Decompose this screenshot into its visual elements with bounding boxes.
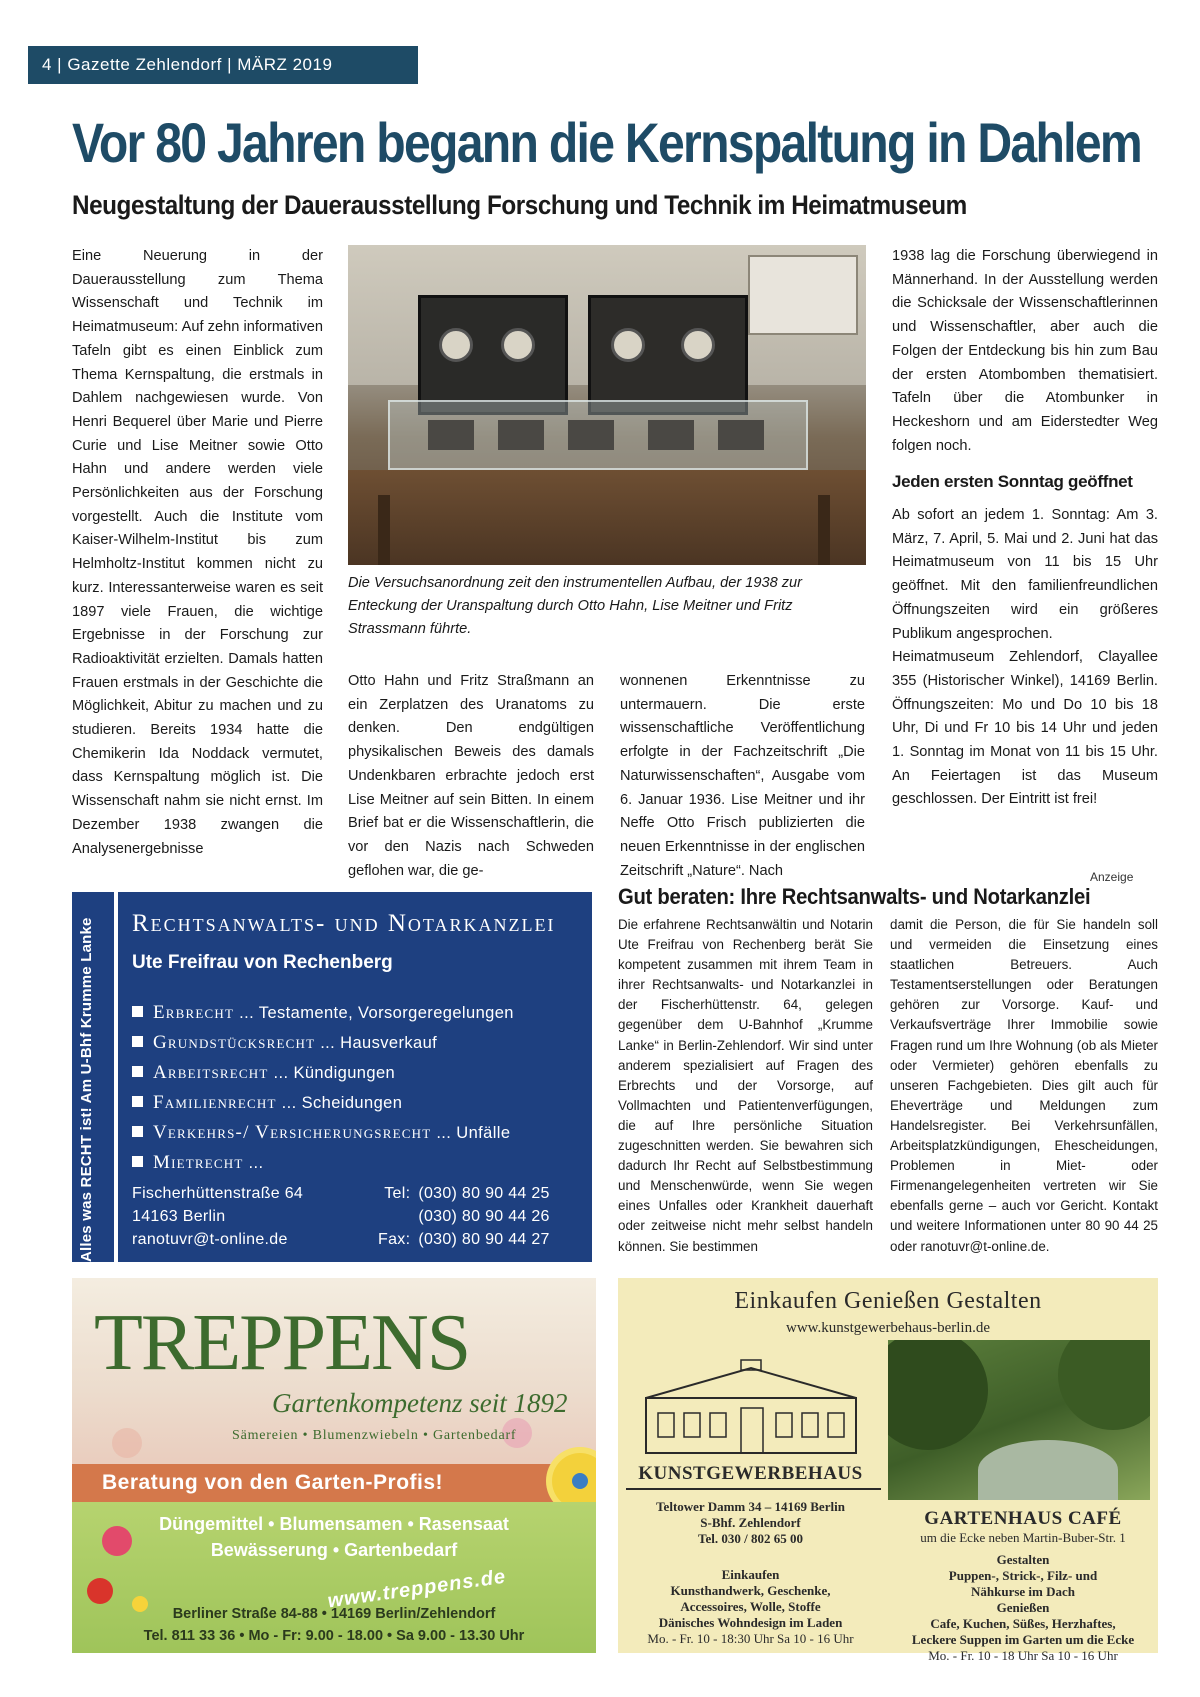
law-ad-side-text: Alles was RECHT ist! Am U-Bhf Krumme Lanke xyxy=(78,917,95,1262)
law-article-column-2: damit die Person, die für Sie handeln soll und vermeiden die Einsetzung eines staatlichen Betreuers. Auch Testamentserstellungen oder Beratungen gehören zur Vorsorge. Kauf- und Verkaufsverträge Ihrer Immobilie sowie Fragen rund um Ihre Wohnung (ob als Mieter oder Vermieter) gehören ebenfalls zu unseren Fachgebieten. Dies gilt auch für Eheverträge und Meldungen zum Handelsregister. Bei Verkehrsunfällen, Arbeitsplatzkündigungen, Ehescheidungen, Problemen in Miet- oder Firmenangelegenheiten vertreten wir Sie ebenfalls gerne – auch vor Gericht. Kontakt und weitere Informationen unter 80 90 44 25 oder ranotuvr@t-online.de. xyxy=(890,917,1158,1254)
law-ad-box xyxy=(118,892,592,1262)
ad-label: Anzeige xyxy=(1090,870,1134,884)
law-ad-item: Arbeitsrecht ... Kündigungen xyxy=(132,1058,514,1088)
garden-cafe-photo xyxy=(888,1340,1150,1500)
treppens-address: Berliner Straße 84-88 • 14169 Berlin/Zehlendorf xyxy=(172,1606,496,1622)
article-photo xyxy=(348,245,866,565)
treppens-hours: Tel. 811 33 36 • Mo - Fr: 9.00 - 18.00 • Sa 9.00 - 13.30 Uhr xyxy=(143,1628,525,1644)
law-ad-item: Familienrecht ... Scheidungen xyxy=(132,1088,514,1118)
page-header: 4 | Gazette Zehlendorf | MÄRZ 2019 xyxy=(28,46,418,84)
opening-heading: Jeden ersten Sonntag geöffnet xyxy=(892,472,1133,492)
treppens-products-2: Bewässerung • Gartenbedarf xyxy=(210,1540,458,1560)
law-article-title: Gut beraten: Ihre Rechtsanwalts- und Notarkanzlei xyxy=(618,884,1091,909)
law-ad-item: Mietrecht ... xyxy=(132,1148,514,1178)
column-4-paragraph-1: 1938 lag die Forschung überwiegend in Männerhand. In der Ausstellung werden die Schicksale der Wissenschaftlerinnen und Wissenschaftler, aber auch die Folgen der Entdeckung bis hin zum Bau der ersten Atombomben thematisiert. Tafeln über die Atombunker in Heckeshorn und am Eiderstedter Weg folgen noch. xyxy=(892,248,1158,454)
kgw-name: KUNSTGEWERBEHAUS xyxy=(638,1463,863,1484)
article-column-1: Eine Neuerung in der Dauerausstellung zum Thema Wissenschaft und Technik im Heimatmuseum: Auf zehn informativen Tafeln gibt es einen Einblick zum Thema Kernspaltung, die erstmals in Dahlem nachgewiesen wurde. Von Henri Bequerel über Marie und Pierre Curie und Lise Meitner sowie Otto Hahn und andere werden viele Persönlichkeiten aus der Forschung vorgestellt. Auch die Institute vom Kaiser-Wilhelm-Institut bis zum Helmholtz-Institut kommen nicht zu kurz. Interessanterweise waren es seit 1897 viele Frauen, die wichtige Ergebnisse in der Forschung zur Radioaktivität erzielten. Damals hatten Frauen erstmals in der Geschichte die Möglichkeit, Abitur zu machen und zu studieren. Bereits 1934 hatte die Chemikerin Ida Noddack vermutet, dass Kernspaltung möglich ist. Die Wissenschaft nahm sie nicht ernst. Im Dezember 1938 zwangen die Analysenergebnisse xyxy=(72,248,323,857)
law-ad-item: Grundstücksrecht ... Hausverkauf xyxy=(132,1028,514,1058)
column-4-paragraph-3: Heimatmuseum Zehlendorf, Clayallee 355 (Historischer Winkel), 14169 Berlin. Öffnungszeiten: Mo und Do 10 bis 18 Uhr, Di und Fr 10 bis 14 Uhr und jeden 1. Sonntag im Monat von 11 bis 15 Uhr. An Feiertagen ist das Museum geschlossen. Der Eintritt ist frei! xyxy=(892,649,1158,808)
law-ad-item: Verkehrs-/ Versicherungsrecht ... Unfälle xyxy=(132,1118,514,1148)
kgw-website[interactable]: www.kunstgewerbehaus-berlin.de xyxy=(786,1320,990,1336)
law-ad-phone: Tel: (030) 80 90 44 25 (030) 80 90 44 26 Fax: (030) 80 90 44 27 xyxy=(378,1185,550,1248)
article-column-3: wonnenen Erkenntnisse zu untermauern. Die erste wissenschaftliche Veröffentlichung erfolgte in der Fachzeitschrift „Die Naturwissenschaften“, Ausgabe vom 6. Januar 1936. Lise Meitner und ihr Neffe Otto Frisch publizierten die neuen Erkenntnisse in der englischen Zeitschrift „Nature“. Nach xyxy=(620,673,865,879)
treppens-products-1: Düngemittel • Blumensamen • Rasensaat xyxy=(159,1514,509,1534)
treppens-subline: Sämereien • Blumenzwiebeln • Gartenbedarf xyxy=(232,1428,517,1443)
treppens-banner: Beratung von den Garten-Profis! xyxy=(72,1464,596,1502)
law-ad-list xyxy=(132,998,514,1178)
treppens-slogan: Gartenkompetenz seit 1892 xyxy=(272,1388,568,1418)
article-column-4 xyxy=(892,245,1158,812)
law-ad-item: Erbrecht ... Testamente, Vorsorgeregelungen xyxy=(132,998,514,1028)
kgw-shop-info: KUNSTGEWERBEHAUS Teltower Damm 34 – 14169 Berlin S-Bhf. Zehlendorf Tel. 030 / 802 65 00 Einkaufen Kunsthandwerk, Geschenke, Accessoires, Wolle, Stoffe Dänisches Wohndesign im Laden Mo. - Fr. 10 - 18:30 Uhr Sa 10 - 16 Uhr xyxy=(618,1463,883,1647)
house-icon xyxy=(636,1358,866,1458)
treppens-ad xyxy=(72,1278,596,1653)
kgw-title: Einkaufen Genießen Gestalten xyxy=(734,1288,1042,1314)
law-ad-title: Rechtsanwalts- und Notarkanzlei xyxy=(132,910,556,937)
treppens-logo: TREPPENS xyxy=(94,1299,470,1387)
law-ad-name: Ute Freifrau von Rechenberg xyxy=(132,952,393,973)
article-column-2: Otto Hahn und Fritz Straßmann an ein Zerplatzen des Uranatoms zu denken. Den endgültigen physikalischen Beweis des damals Undenkbaren erbrachte jedoch erst Lise Meitner auf sein Bitten. In einem Brief bat er die Wissenschaftlerin, die vor den Nazis nach Schweden geflohen war, die ge- xyxy=(348,673,594,879)
flower-icon xyxy=(87,1578,113,1604)
kgw-cafe-info: GARTENHAUS CAFÉ um die Ecke neben Martin-Buber-Str. 1 Gestalten Puppen-, Strick-, Filz- und Nähkurse im Dach Genießen Cafe, Kuchen, Süßes, Herzhaftes, Leckere Suppen im Garten um die Ecke Mo. - Fr. 10 - 18 Uhr Sa 10 - 16 Uhr xyxy=(888,1508,1158,1664)
column-4-paragraph-2: Ab sofort an jedem 1. Sonntag: Am 3. März, 7. April, 5. Mai und 2. Juni hat das Heimatmuseum von 11 bis 15 Uhr geöffnet. Mit den familienfreundlichen Öffnungszeiten wird ein größeres Publikum angesprochen. xyxy=(892,507,1158,642)
law-article-column-1: Die erfahrene Rechtsanwältin und Notarin Ute Freifrau von Rechenberg berät Sie kompetent zusammen mit ihrem Team in ihrer Rechtsanwalts- und Notarkanzlei in der Fischerhüttenstr. 64, gelegen gegenüber dem U-Bahnhof „Krumme Lanke“ in Berlin-Zehlendorf. Wir sind unter anderem spezialisiert auf Fragen des Erbrechts und der Vorsorge, auf Vollmachten und Patientenverfügungen, die auf Ihre persönliche Situation zugeschnitten werden. Sie bewahren sich dadurch Ihr Recht auf Selbstbestimmung und Menschenwürde, wenn Sie wegen eines Unfalles oder Krankheit dauerhaft oder zeitweise nicht mehr selbst handeln können. Sie bestimmen xyxy=(618,917,873,1254)
article-headline: Vor 80 Jahren begann die Kernspaltung in Dahlem xyxy=(72,111,1142,174)
law-ad-email[interactable]: ranotuvr@t-online.de xyxy=(132,1231,288,1248)
kgw-cafe-name: GARTENHAUS CAFÉ xyxy=(924,1508,1122,1529)
article-subheadline: Neugestaltung der Dauerausstellung Forschung und Technik im Heimatmuseum xyxy=(72,190,967,220)
law-ad-address: Fischerhüttenstraße 64 14163 Berlin ranotuvr@t-online.de xyxy=(132,1182,303,1251)
photo-caption: Die Versuchsanordnung zeit den instrumentellen Aufbau, der 1938 zur Enteckung der Uranspaltung durch Otto Hahn, Lise Meitner und Fritz Strassmann führte. xyxy=(348,575,803,637)
kunstgewerbehaus-ad xyxy=(618,1278,1158,1663)
treppens-url[interactable]: www.treppens.de xyxy=(326,1565,508,1613)
